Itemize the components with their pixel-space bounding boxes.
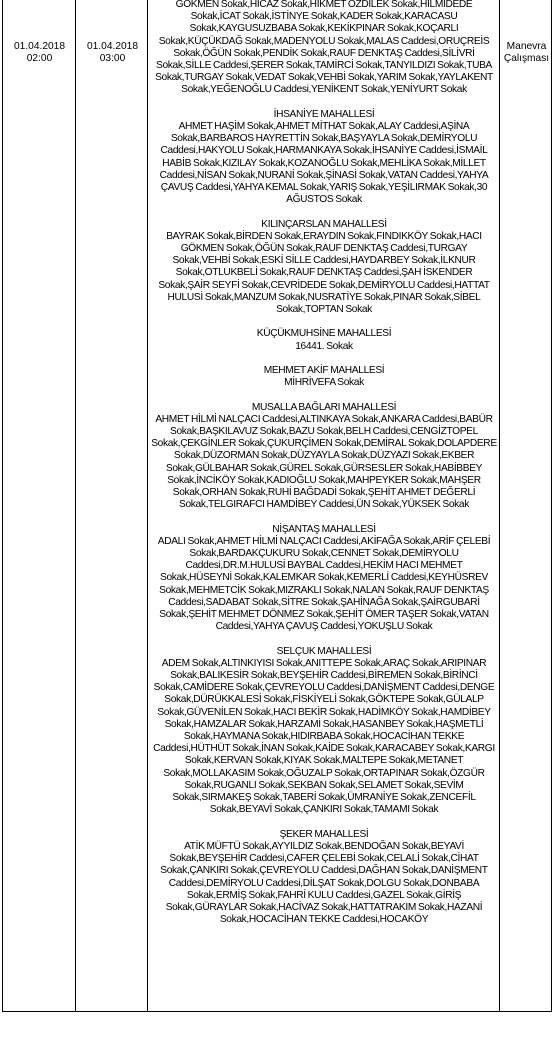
street-list: BAYRAK Sokak,BİRDEN Sokak,ERAYDIN Sokak,FINDIKKÖY Sokak,HACI GÖKMEN Sokak,ÖĞÜN Sokak,RAUF DENKTAŞ Caddesi,TURGAY Sokak,VEHBİ Sokak,ESKİ SİLLE Caddesi,HAYDARBEY Sokak,İLKNUR Sokak,OTLUKBELİ Sokak,RAUF DENKTAŞ Caddesi,ŞAH İSKENDER Sokak,ŞAİR SEYFİ Sokak,CEVRİDEDE Sokak,DEMİRYOLU Caddesi,HATTAT HULUSİ Sokak,MANZUM Sokak,NUSRATİYE Sokak,PINAR Sokak,SİBEL Sokak,TOPTAN Sokak (158, 230, 490, 316)
neighborhood-block (149, 365, 499, 389)
street-list-continued (149, 0, 499, 97)
start-time: 02:00 (26, 53, 53, 65)
neighborhood-title: ŞEKER MAHALLESİ (279, 828, 369, 840)
street-list: AHMET HİLMİ NALÇACI Caddesi,ALTINKAYA Sokak,ANKARA Caddesi,BABÜR Sokak,BAŞKILAVUZ Sokak,BAZU Sokak,BELH Caddesi,CENGİZTOPEL Sokak,ÇEKGİNLER Sokak,ÇUKURÇİMEN Sokak,DEMİRAL Sokak,DOLAPDERE Sokak,DÜZORMAN Sokak,DÜZYAYLA Sokak,DÜZYAZI Sokak,EKBER Sokak,GÜLBAHAR Sokak,GÜREL Sokak,GÜRSESLER Sokak,HABİBBEY Sokak,İNCİKÖY Sokak,KADIOĞLU Sokak,MAHPEYKER Sokak,MAHŞER Sokak,ORHAN Sokak,RUHİ BAĞDADİ Sokak,ŞEHİT AHMET DEĞERLİ Sokak,TELGIRAFCI HAMDİBEY Caddesi,ÜN Sokak,YÜKSEK Sokak (151, 413, 497, 511)
neighborhood-title: İHSANİYE MAHALLESİ (273, 108, 375, 120)
street-list: ADEM Sokak,ALTINKIYISI Sokak,ANITTEPE Sokak,ARAÇ Sokak,ARIPINAR Sokak,BALIKESİR Sokak,BEYŞEHİR Caddesi,BİREMEN Sokak,BİRİNCİ Sokak,CAMİDERE Sokak,ÇEVREYOLU Caddesi,DANİŞMENT Caddesi,DENGE Sokak,DÜRÜKKALESİ Sokak,FİSKİYELİ Sokak,GÖKTEPE Sokak,GÜLALP Sokak,GÜVENİLEN Sokak,HACI BEKİR Sokak,HADİMKÖY Sokak,HAMDİBEY Sokak,HAMZALAR Sokak,HARZAMİ Sokak,HASANBEY Sokak,HAŞMETLİ Sokak,HAYMANA Sokak,HIDIRBABA Sokak,HOCACİHAN TEKKE Caddesi,HÜTHÜT Sokak,İNAN Sokak,KAİDE Sokak,KARACABEY Sokak,KARGI Sokak,KERVAN Sokak,KIYAK Sokak,MALTEPE Sokak,METANET Sokak,MOLLAKASIM Sokak,OĞUZALP Sokak,ORTAPINAR Sokak,ÖZGÜR Sokak,RUGANLI Sokak,SEKBAN Sokak,SELAMET Sokak,SEVİM Sokak,SIRMAKEŞ Sokak,TABERİ Sokak,ÜMRANİYE Sokak,ZENCEFİL Sokak,BEYAVİ Sokak,ÇANKIRI Sokak,TAMAMI Sokak (153, 657, 495, 816)
street-list: ATİK MÜFTÜ Sokak,AYYILDIZ Sokak,BENDOĞAN Sokak,BEYAVİ Sokak,BEYŞEHİR Caddesi,CAFER ÇELEBİ Sokak,CELALİ Sokak,CİHAT Sokak,ÇANKIRI Sokak,ÇEVREYOLU Caddesi,DAĞHAN Sokak,DANİŞMENT Caddesi,DEMİRYOLU Caddesi,DİLŞAT Sokak,DOLGU Sokak,DONBABA Sokak,ERMİŞ Sokak,FAHRİ KULU Caddesi,GAZEL Sokak,GİRİŞ Sokak,GÜRAYLAR Sokak,HACİVAZ Sokak,HATTATRAKIM Sokak,HAZANİ Sokak,HOCACİHAN TEKKE Caddesi,HOCAKÖY (160, 840, 488, 926)
end-date: 01.04.2018 (87, 41, 138, 52)
neighborhood-block (149, 646, 499, 817)
description-line-1: Manevra (506, 41, 547, 52)
street-list: GÖKMEN Sokak,HİCAZ Sokak,HİKMET ÖZDİLEK Sokak,HİLMİDEDE Sokak,İCAT Sokak,İSTİNYE Sokak,KADER Sokak,KARACASU Sokak,KAYGUSUZBABA Sokak,KEKİKPINAR Sokak,KOÇARLI Sokak,KÜÇÜKDAĞ Sokak,MADENYOLU Sokak,MALAS Caddesi,ORUÇREİS Sokak,ÖĞÜN Sokak,PENDİK Sokak,RAUF DENKTAŞ Caddesi,SİLİVRİ Sokak,SİLLE Caddesi,ŞERER Sokak,TAMİRCİ Sokak,TANYILDIZI Sokak,TUBA Sokak,TURGAY Sokak,VEDAT Sokak,VEHBİ Sokak,YARIM Sokak,YAYLAKENT Sokak,YEĞENOĞLU Caddesi,YENİKENT Sokak,YENİYURT Sokak (155, 0, 493, 96)
neighborhood-title: KÜÇÜKMUHSİNE MAHALLESİ (256, 328, 392, 340)
end-time: 03:00 (99, 53, 126, 65)
neighborhood-title: MEHMET AKİF MAHALLESİ (263, 365, 385, 377)
street-list: MİHRİVEFA Sokak (284, 377, 364, 389)
neighborhood-block (149, 829, 499, 927)
description-cell (500, 41, 553, 65)
outage-table (2, 0, 552, 1012)
neighborhood-block (149, 402, 499, 512)
street-list: AHMET HAŞİM Sokak,AHMET MİTHAT Sokak,ALAY Caddesi,AŞİNA Sokak,BARBAROS HAYRETTİN Sokak,BAŞYAYLA Sokak,DEMİRYOLU Caddesi,HAKYOLU Sokak,HARMANKAYA Sokak,İHSANİYE Caddesi,İSMAİL HABİB Sokak,KIZILAY Sokak,KOZANOĞLU Sokak,MEHLİKA Sokak,MİLLET Caddesi,NİSAN Sokak,NURANİ Sokak,ŞİNASİ Sokak,VATAN Caddesi,YAHYA ÇAVUŞ Caddesi,YAHYA KEMAL Sokak,YARIŞ Sokak,YEŞİLIRMAK Sokak,30 AĞUSTOS Sokak (159, 121, 489, 206)
column-divider (147, 0, 148, 1011)
description-line-2: Çalışması (503, 53, 550, 65)
street-list: 16441. Sokak (295, 340, 353, 352)
column-divider (75, 0, 76, 1011)
neighborhood-title: KILINÇARSLAN MAHALLESİ (261, 218, 387, 230)
street-list: ADALI Sokak,AHMET HİLMİ NALÇACI Caddesi,AKİFAĞA Sokak,ARİF ÇELEBİ Sokak,BARDAKÇUKURU Sokak,CENNET Sokak,DEMİRYOLU Caddesi,DR.M.HULUSİ BAYBAL Caddesi,HEKİM HACI MEHMET Sokak,HÜSEYNİ Sokak,KALEMKAR Sokak,KEMERLİ Caddesi,KEYHÜSREV Sokak,MEHMETCİK Sokak,MIZRAKLI Sokak,NALAN Sokak,RAUF DENKTAŞ Caddesi,SADABAT Sokak,SİTRE Sokak,ŞAHİNAĞA Sokak,ŞAİRGUBARİ Sokak,ŞEHİT MEHMET DÖNMEZ Sokak,ŞEHİT ÖMER TAŞER Sokak,VATAN Caddesi,YAHYA ÇAVUŞ Caddesi,YOKUŞLU Sokak (157, 535, 491, 633)
neighborhood-block (149, 219, 499, 317)
neighborhood-title: NİŞANTAŞ MAHALLESİ (272, 523, 376, 535)
start-date: 01.04.2018 (14, 41, 65, 52)
start-datetime-cell (3, 41, 76, 65)
affected-streets-cell (149, 0, 499, 939)
column-divider (499, 0, 500, 1011)
neighborhood-block (149, 328, 499, 352)
neighborhood-title: SELÇUK MAHALLESİ (276, 645, 372, 657)
neighborhood-block (149, 524, 499, 634)
end-datetime-cell (77, 41, 148, 65)
neighborhood-block (149, 109, 499, 207)
neighborhood-title: MUSALLA BAĞLARI MAHALLESİ (251, 401, 397, 413)
